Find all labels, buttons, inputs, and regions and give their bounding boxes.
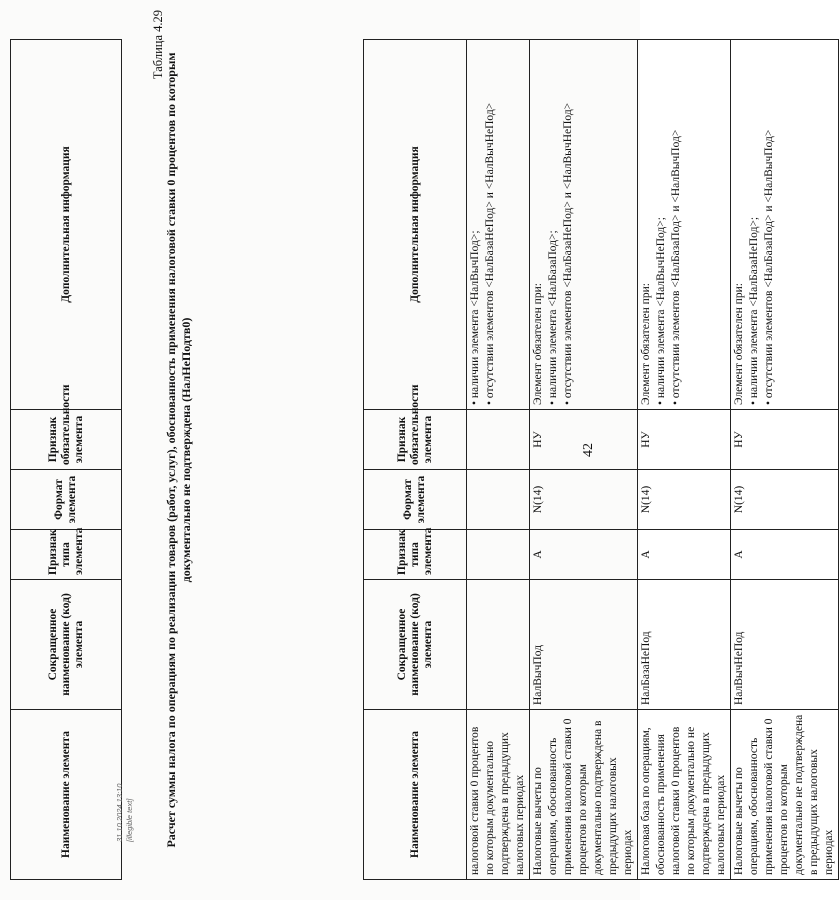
cell-format: N(14)	[638, 470, 731, 530]
stamp-timestamp: 31.10.2024 13:10	[115, 783, 124, 842]
info-text: Элемент обязателен при: • наличии элемента <НалБазаНеПод>; • отсутствии элементов <НалБазаПод> и <НалВычПод>	[733, 129, 775, 405]
cell-name: Налоговые вычеты по операциям, обоснованность применения налоговой ставки 0 процентов по которым документально подтверждена в предыдущих налоговых периодах	[530, 710, 638, 880]
header-additional-info: Дополнительная информация	[11, 40, 122, 410]
cell-info	[530, 40, 638, 410]
cell-type: А	[638, 530, 731, 580]
info-text: Элемент обязателен при: • наличии элемента <НалБазаПод>; • отсутствии элементов <НалБазаНеПод> и <НалВычНеПод>	[532, 102, 574, 405]
header-element-code: Сокращенное наименование (код) элемента	[11, 580, 122, 710]
header-element-name: Наименование элемента	[11, 710, 122, 880]
header-element-type: Признак типа элемента	[364, 530, 467, 580]
header-element-code: Сокращенное наименование (код) элемента	[364, 580, 467, 710]
cell-name: Налоговые вычеты по операциям, обоснованность применения налоговой ставки 0 процентов по которым документально не подтверждена в предыдущих налоговых периодах	[731, 710, 839, 880]
table-row	[530, 40, 638, 880]
cell-info	[638, 40, 731, 410]
cell-code: НалБазаНеПод	[638, 580, 731, 710]
cell-format	[467, 470, 530, 530]
cell-type: А	[530, 530, 638, 580]
cell-type: А	[731, 530, 839, 580]
info-text: • наличии элемента <НалВычПод>; • отсутствии элементов <НалБазаНеПод> и <НалВычНеПод>	[469, 102, 496, 405]
cell-info	[467, 40, 530, 410]
header-element-type: Признак типа элемента	[11, 530, 122, 580]
page-number: 42	[581, 443, 596, 457]
header-element-required: Признак обязательности элемента	[364, 410, 467, 470]
stamp-source: [illegible text]	[125, 798, 134, 842]
print-stamp	[115, 692, 135, 842]
header-additional-info: Дополнительная информация	[364, 40, 467, 410]
cell-format: N(14)	[530, 470, 638, 530]
table-row	[467, 40, 530, 880]
cell-code: НалВычНеПод	[731, 580, 839, 710]
cell-required: НУ	[731, 410, 839, 470]
cell-required: НУ	[638, 410, 731, 470]
cell-code: НалВычПод	[530, 580, 638, 710]
cell-format: N(14)	[731, 470, 839, 530]
cell-type	[467, 530, 530, 580]
elements-table-continued	[363, 39, 839, 880]
table-caption: Расчет суммы налога по операциям по реализации товаров (работ, услуг), обоснованность применения налоговой ставки 0 процентов по которым документально не подтверждена (НалНеПодтв0)	[164, 52, 193, 848]
table-row	[731, 40, 839, 880]
cell-name: Налоговая база по операциям, обоснованность применения налоговой ставки 0 процентов по которым документально не подтверждена в предыдущих налоговых периодах	[638, 710, 731, 880]
table-header-row	[364, 40, 467, 880]
cell-required: НУ	[530, 410, 638, 470]
table-header-row	[11, 40, 122, 880]
elements-table-new	[10, 39, 122, 880]
cell-info	[731, 40, 839, 410]
header-element-name: Наименование элемента	[364, 710, 467, 880]
cell-code	[467, 580, 530, 710]
cell-name: налоговой ставки 0 процентов по которым документально подтверждена в предыдущих налоговых периодах	[467, 710, 530, 880]
info-text: Элемент обязателен при: • наличии элемента <НалВычНеПод>; • отсутствии элементов <НалБазаПод> и <НалВычПод>	[640, 129, 682, 405]
header-element-format: Формат элемента	[364, 470, 467, 530]
cell-required	[467, 410, 530, 470]
header-element-required: Признак обязательности элемента	[11, 410, 122, 470]
header-element-format: Формат элемента	[11, 470, 122, 530]
table-row	[638, 40, 731, 880]
table-number: Таблица 4.29	[151, 10, 165, 80]
